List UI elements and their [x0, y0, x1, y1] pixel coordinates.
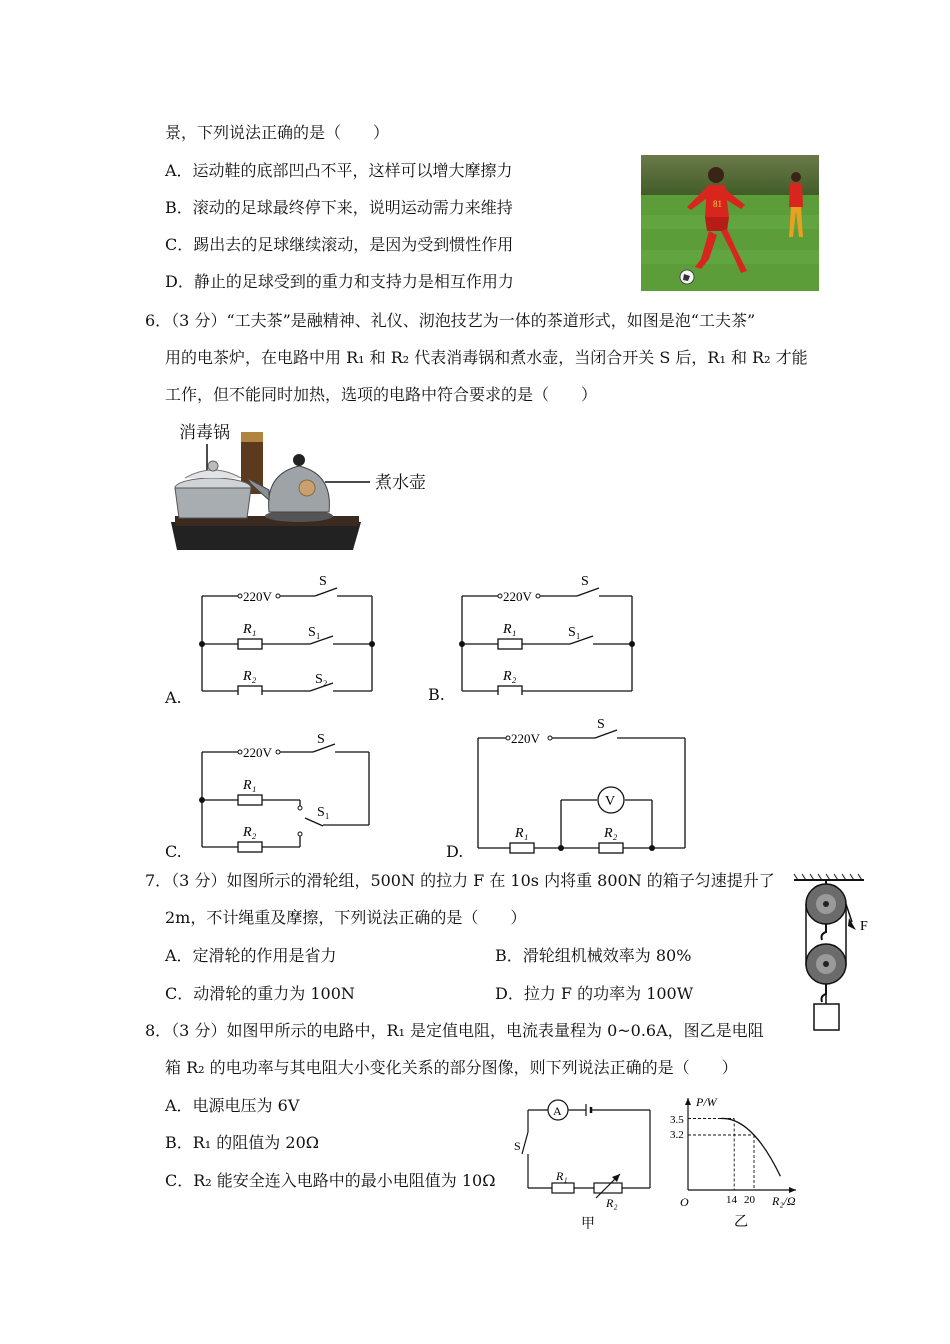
switch-s-label: S: [319, 574, 327, 589]
q6-stem-line-3: 工作，但不能同时加热，选项的电路中符合要求的是（ ）: [165, 385, 598, 404]
switch-s2-label: S₂: [315, 672, 328, 687]
option-b-label: B.: [428, 685, 445, 704]
source-label: 220V: [243, 745, 272, 760]
caption-jia: 甲: [581, 1216, 595, 1232]
circuit-option-b: [455, 570, 645, 695]
option-a-label: A.: [165, 688, 182, 707]
caption-yi: 乙: [734, 1214, 748, 1230]
source-label: 220V: [511, 731, 540, 746]
q8-option-b: B．R₁ 的阻值为 20Ω: [165, 1133, 320, 1152]
football-player-photo: [641, 155, 819, 291]
q5-option-b: B．滚动的足球最终停下来，说明运动需力来维持: [165, 198, 513, 217]
q8-stem-line-2: 箱 R₂ 的电功率与其电阻大小变化关系的部分图像，则下列说法正确的是（ ）: [165, 1058, 738, 1077]
q7-stem-line-1: 7．（3 分）如图所示的滑轮组，500N 的拉力 F 在 10s 内将重 800N 的箱子匀速提升了: [145, 871, 775, 890]
q8-option-a: A．电源电压为 6V: [165, 1096, 300, 1115]
tea-stove-photo: [165, 418, 445, 554]
q7-stem-line-2: 2m，不计绳重及摩擦，下列说法正确的是（ ）: [165, 908, 527, 927]
switch-label: S: [514, 1139, 521, 1153]
r1-label: R₁: [515, 826, 529, 841]
switch-s-label: S: [581, 574, 589, 589]
x-tick-20: 20: [744, 1194, 755, 1206]
power-resistance-graph: [662, 1092, 810, 1232]
y-tick-3-2: 3.2: [670, 1129, 684, 1141]
ammeter-label: A: [553, 1104, 562, 1118]
y-tick-3-5: 3.5: [670, 1114, 684, 1126]
source-label: 220V: [503, 589, 532, 604]
circuit-option-c: [195, 726, 380, 856]
x-tick-14: 14: [726, 1194, 737, 1206]
option-d-label: D.: [446, 842, 464, 861]
r2-label: R₂: [503, 669, 517, 684]
q7-option-b: B．滑轮组机械效率为 80%: [495, 946, 692, 965]
r1-label: R₁: [503, 622, 517, 637]
q5-option-a: A．运动鞋的底部凹凸不平，这样可以增大摩擦力: [165, 161, 513, 180]
graph-y-label: P/W: [696, 1095, 717, 1109]
r2-label: R₂: [243, 825, 257, 840]
circuit-option-a: [195, 570, 385, 695]
power-curve: [721, 1118, 780, 1176]
label-kettle: 煮水壶: [375, 473, 426, 493]
circuit-jia: [508, 1094, 658, 1232]
force-label: F: [860, 919, 868, 934]
voltmeter-label: V: [605, 794, 616, 809]
option-c-label: C.: [165, 842, 182, 861]
q6-stem-line-1: 6．（3 分）“工夫茶”是融精神、礼仪、沏泡技艺为一体的茶道形式，如图是泡“工夫茶”: [145, 311, 756, 330]
q5-option-c: C．踢出去的足球继续滚动，是因为受到惯性作用: [165, 235, 514, 254]
r1-label: R₁: [243, 778, 257, 793]
r2-label: R₂: [606, 1196, 618, 1210]
graph-origin: O: [680, 1195, 689, 1209]
switch-s1-label: S₁: [308, 625, 321, 640]
r1-label: R₁: [243, 622, 257, 637]
q8-stem-line-1: 8．（3 分）如图甲所示的电路中，R₁ 是定值电阻，电流表量程为 0~0.6A，图乙是电阻: [145, 1021, 764, 1040]
q7-option-a: A．定滑轮的作用是省力: [165, 946, 337, 965]
q5-option-d: D．静止的足球受到的重力和支持力是相互作用力: [165, 272, 514, 291]
switch-s1-label: S₁: [568, 625, 581, 640]
q6-stem-line-2: 用的电茶炉，在电路中用 R₁ 和 R₂ 代表消毒锅和煮水壶，当闭合开关 S 后，R₁ 和 R₂ 才能: [165, 348, 808, 367]
circuit-option-d: [470, 710, 695, 855]
q7-option-c: C．动滑轮的重力为 100N: [165, 984, 355, 1003]
source-label: 220V: [243, 589, 272, 604]
q7-option-d: D．拉力 F 的功率为 100W: [495, 984, 694, 1003]
switch-s-label: S: [597, 717, 605, 732]
switch-s1-label: S₁: [317, 805, 330, 820]
q8-option-c: C．R₂ 能安全连入电路中的最小电阻值为 10Ω: [165, 1171, 496, 1190]
q5-stem-tail: 景，下列说法正确的是（ ）: [165, 123, 390, 142]
r2-label: R₂: [604, 826, 618, 841]
graph-x-label: R₂/Ω: [772, 1194, 796, 1208]
r1-label: R₁: [556, 1169, 568, 1183]
jersey-number: 81: [713, 199, 722, 209]
pulley-system-diagram: [792, 872, 882, 1034]
switch-s-label: S: [317, 732, 325, 747]
r2-label: R₂: [243, 669, 257, 684]
label-disinfection-pot: 消毒锅: [179, 423, 230, 443]
